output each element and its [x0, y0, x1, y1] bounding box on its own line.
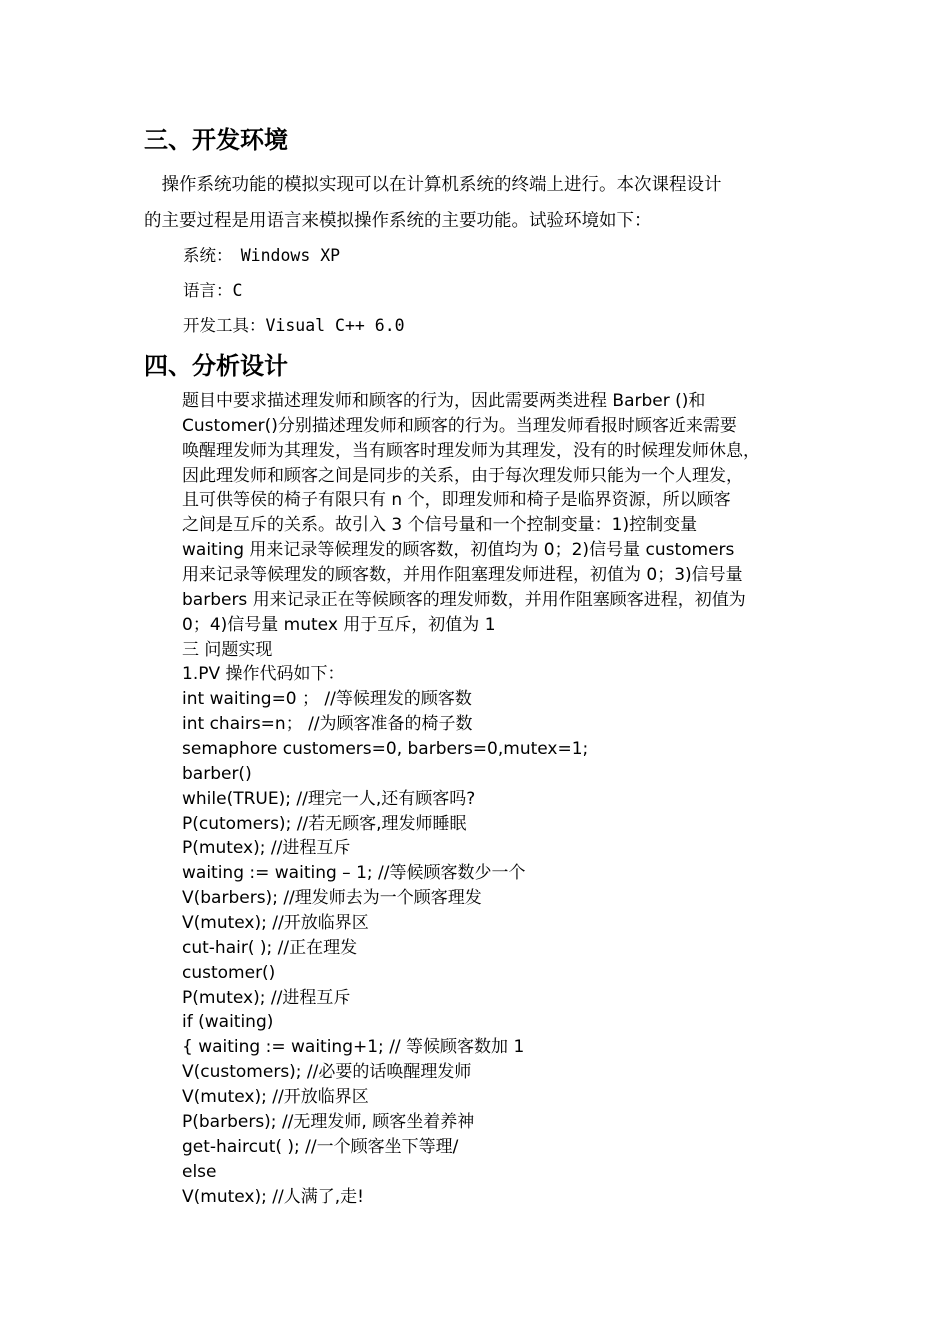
code-line: V(barbers); //理发师去为一个顾客理发 [182, 888, 482, 909]
code-line: P(mutex); //进程互斥 [182, 987, 351, 1008]
code-line: P(barbers); //无理发师, 顾客坐着养神 [182, 1111, 475, 1132]
code-line: get-haircut( ); //一个顾客坐下等理/ [182, 1136, 459, 1157]
code-line: V(mutex); //开放临界区 [182, 1087, 369, 1108]
code-intro-line: 1.PV 操作代码如下： [182, 664, 345, 685]
analysis-line: Customer()分别描述理发师和顾客的行为。当理发师看报时顾客近来需要 [182, 415, 737, 436]
code-line: { waiting := waiting+1; // 等候顾客数加 1 [182, 1037, 525, 1058]
code-line: else [182, 1161, 217, 1182]
code-line: V(customers); //必要的话唤醒理发师 [182, 1062, 472, 1083]
analysis-line: 用来记录等候理发的顾客数，并用作阻塞理发师进程，初值为 0；3)信号量 [182, 565, 743, 586]
code-line: V(mutex); //开放临界区 [182, 913, 369, 934]
analysis-line: 之间是互斥的关系。故引入 3 个信号量和一个控制变量：1)控制变量 [182, 515, 698, 536]
code-line: int chairs=n； //为顾客准备的椅子数 [182, 714, 473, 735]
analysis-line: 因此理发师和顾客之间是同步的关系，由于每次理发师只能为一个人理发， [182, 465, 743, 486]
analysis-body [182, 389, 822, 1209]
subsection-heading: 三 问题实现 [182, 639, 273, 660]
analysis-line: 且可供等侯的椅子有限只有 n 个，即理发师和椅子是临界资源，所以顾客 [182, 490, 731, 511]
env-language-line: 语言：C [183, 281, 243, 300]
code-line: waiting := waiting – 1; //等候顾客数少一个 [182, 863, 526, 884]
env-tool-line: 开发工具：Visual C++ 6.0 [183, 316, 405, 335]
analysis-line: barbers 用来记录正在等候顾客的理发师数，并用作阻塞顾客进程，初值为 [182, 589, 746, 610]
code-line: semaphore customers=0, barbers=0,mutex=1; [182, 739, 589, 760]
section-4-heading: 四、分析设计 [144, 351, 288, 380]
analysis-line: 0；4)信号量 mutex 用于互斥，初值为 1 [182, 614, 496, 635]
env-system-line: 系统： Windows XP [183, 246, 341, 265]
code-line: customer() [182, 962, 276, 983]
code-line: if (waiting) [182, 1012, 274, 1033]
intro-paragraph-line-2: 的主要过程是用语言来模拟操作系统的主要功能。试验环境如下： [144, 211, 652, 231]
intro-paragraph-line-1: 操作系统功能的模拟实现可以在计算机系统的终端上进行。本次课程设计 [144, 175, 722, 195]
analysis-line: waiting 用来记录等候理发的顾客数，初值均为 0；2)信号量 customers [182, 540, 735, 561]
code-line: P(mutex); //进程互斥 [182, 838, 351, 859]
code-line: cut-hair( ); //正在理发 [182, 937, 358, 958]
code-line: while(TRUE); //理完一人,还有顾客吗? [182, 788, 476, 809]
analysis-line: 唤醒理发师为其理发，当有顾客时理发师为其理发，没有的时候理发师休息， [182, 440, 760, 461]
code-line: int waiting=0 ； //等候理发的顾客数 [182, 689, 472, 710]
code-line: P(cutomers); //若无顾客,理发师睡眠 [182, 813, 467, 834]
code-line: barber() [182, 763, 252, 784]
analysis-line: 题目中要求描述理发师和顾客的行为，因此需要两类进程 Barber ()和 [182, 391, 706, 411]
section-3-heading: 三、开发环境 [144, 125, 288, 154]
code-line: V(mutex); //人满了,走! [182, 1186, 364, 1207]
